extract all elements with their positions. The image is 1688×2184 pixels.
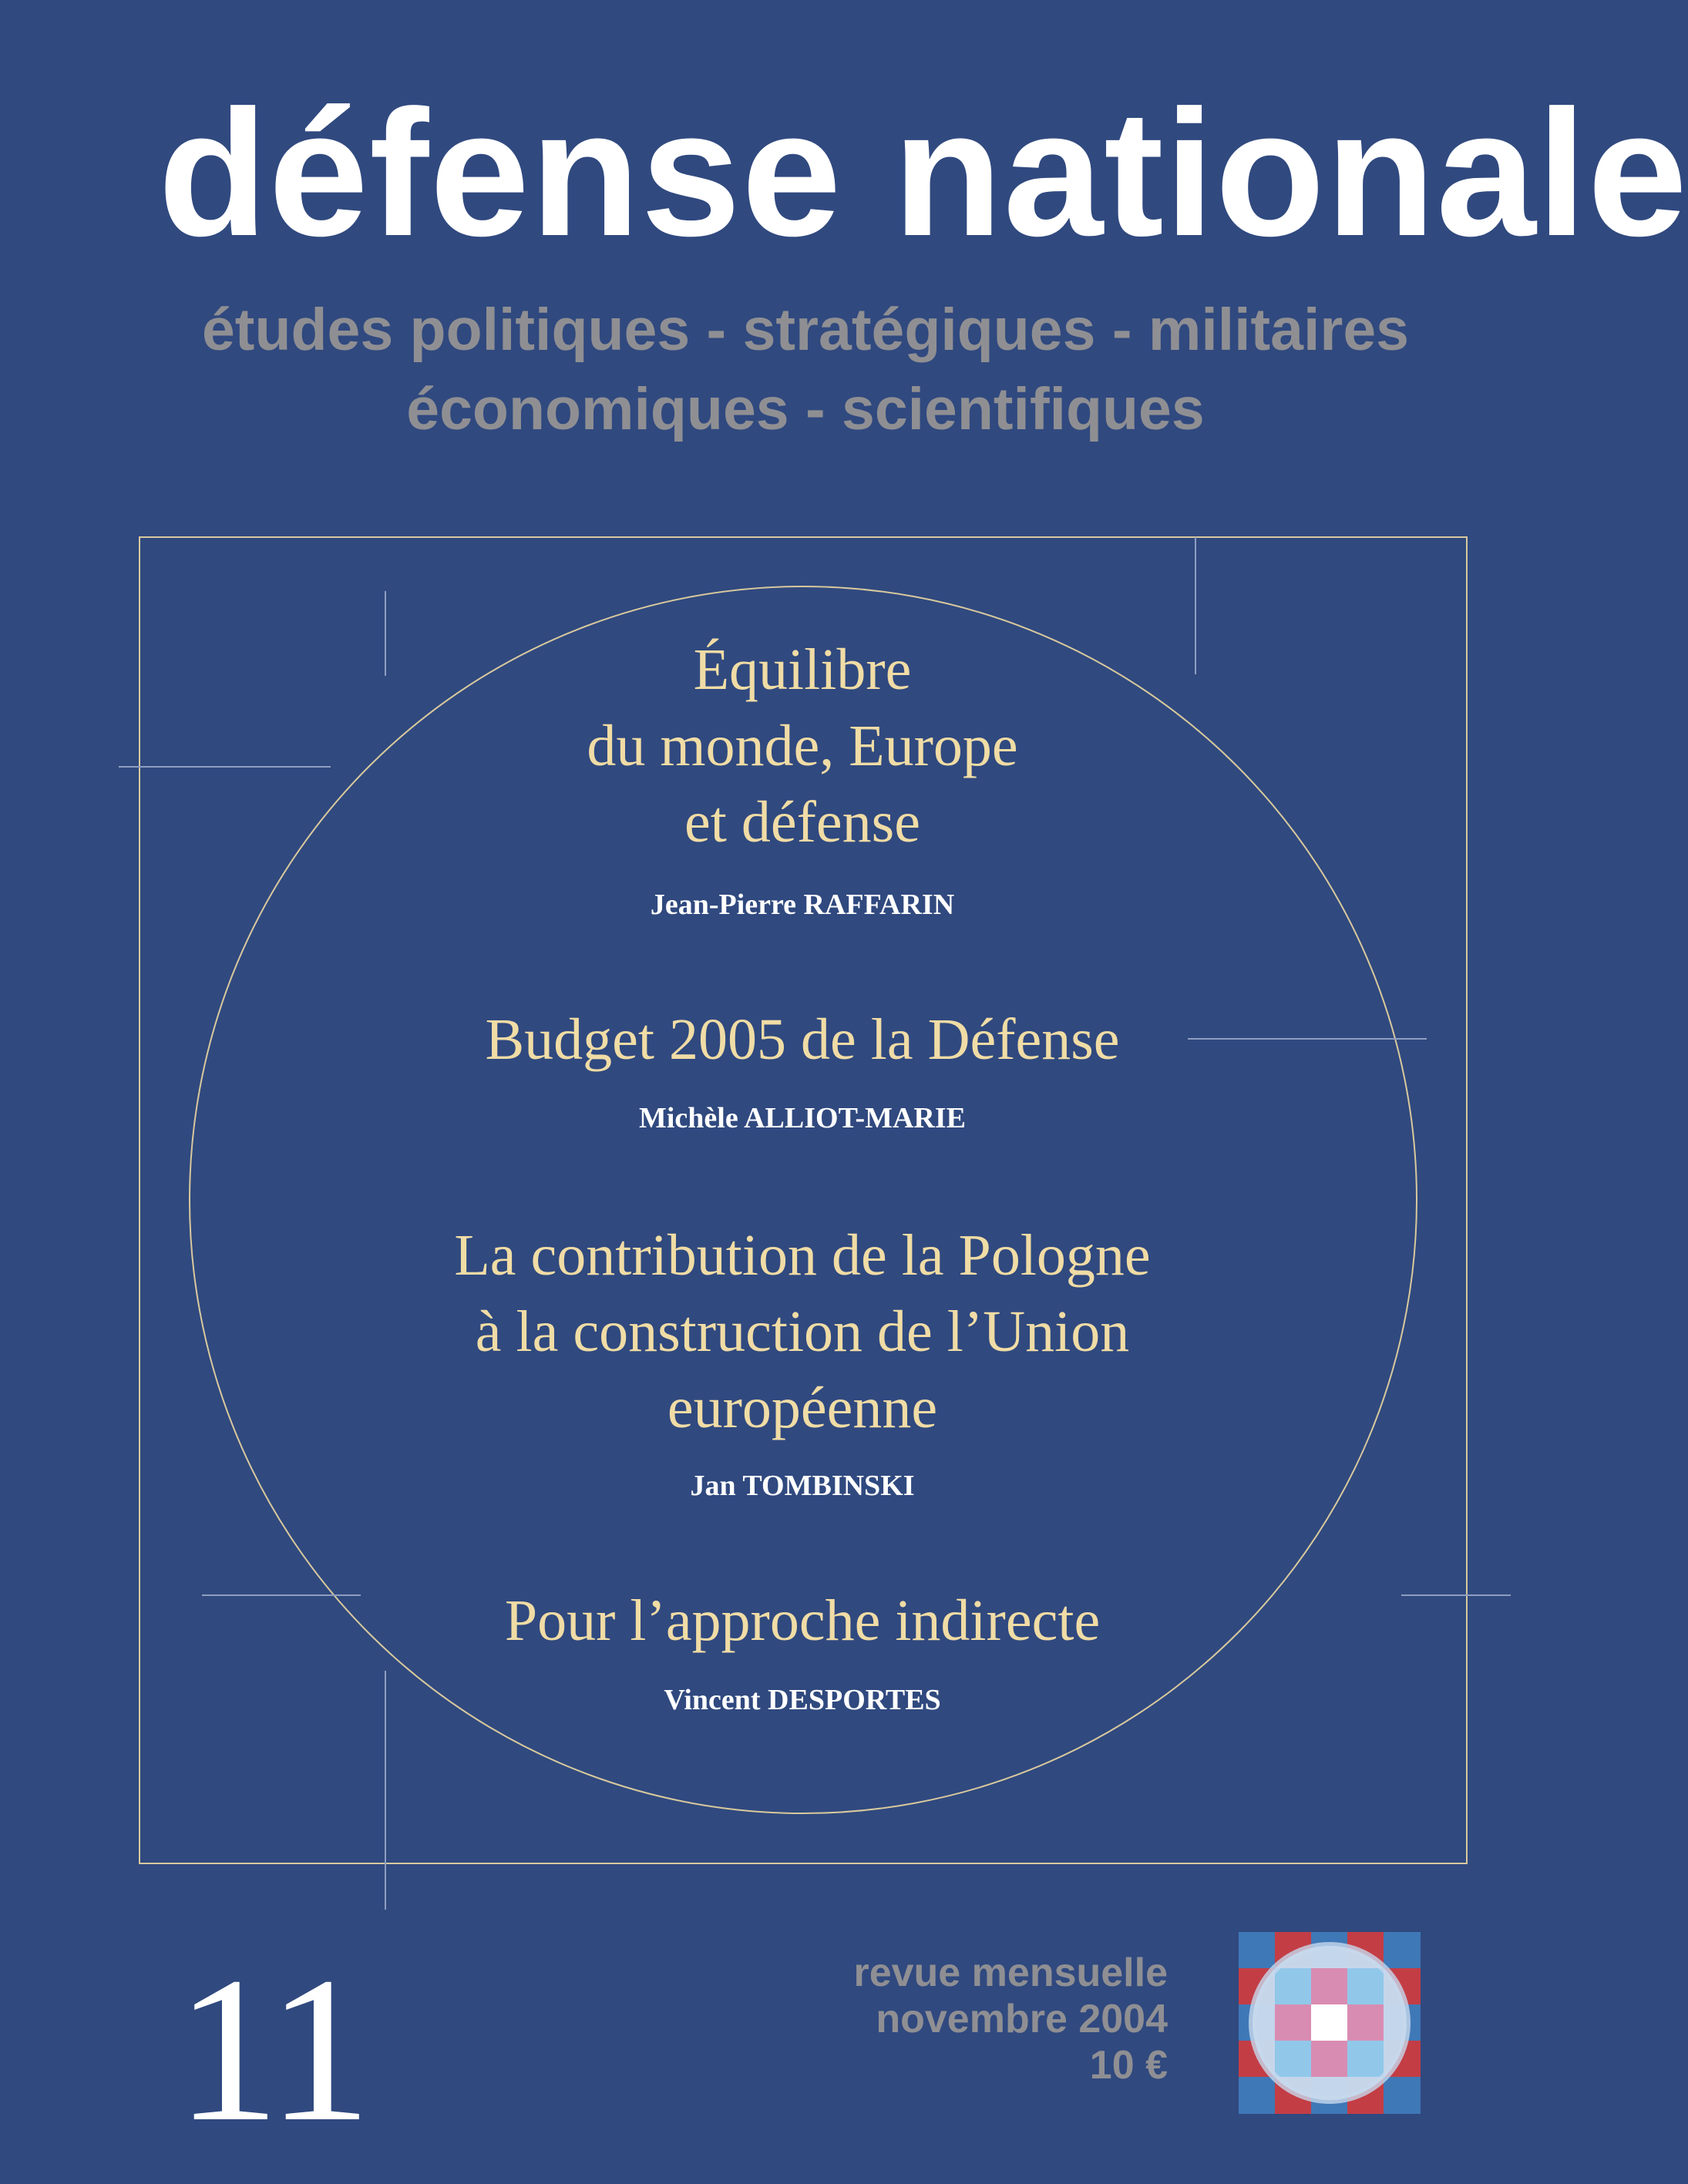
issue-number: 11: [176, 1934, 367, 2165]
article-title-2: Budget 2005 de la Défense: [485, 1007, 1120, 1072]
article-author-2: Michèle ALLIOT-MARIE: [639, 1102, 966, 1134]
article-title-1: Équilibre du monde, Europe et défense: [587, 637, 1018, 855]
article-title-4: Pour l’approche indirecte: [504, 1588, 1101, 1653]
publication-price: 10 €: [1089, 2043, 1168, 2088]
article-author-3: Jan TOMBINSKI: [690, 1470, 915, 1502]
article-author-4: Vincent DESPORTES: [664, 1684, 941, 1716]
publication-info: [694, 1950, 1168, 2088]
masthead-title: défense nationale: [158, 73, 1688, 274]
subtitle-line-2: économiques - scientifiques: [406, 376, 1205, 442]
publication-date: novembre 2004: [876, 1997, 1168, 2041]
checkered-circle-logo-icon: [1239, 1932, 1421, 2114]
article-author-1: Jean-Pierre RAFFARIN: [650, 889, 955, 921]
publication-frequency: revue mensuelle: [853, 1950, 1168, 1995]
subtitle-line-1: études politiques - stratégiques - militaires: [201, 297, 1410, 363]
article-title-3: La contribution de la Pologne à la construction de l’Union européenne: [454, 1223, 1151, 1440]
